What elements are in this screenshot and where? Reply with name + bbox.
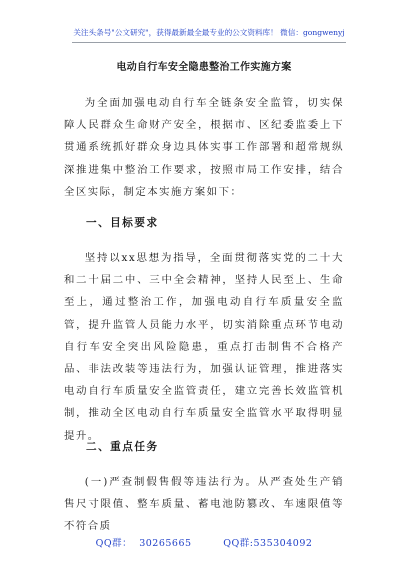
- footer-qq-groups: QQ群： 30265665 QQ群:535304092: [95, 538, 313, 549]
- document-title: 电动自行车安全隐患整治工作实施方案: [116, 62, 292, 73]
- goals-paragraph: 坚持以xx思想为指导，全面贯彻落实党的二十大和二十届二中、三中全会精神，坚持人民至上、生命至上，通过整治工作，加强电动自行车质量安全监管，提升监管人员能力水平，切实消除重点环节电动自行车安全突出风险隐患，重点打击制售不合格产品、非法改装等违法行为，加强认证管理，推进落实电动自行车质量安全监管责任，建立完善长效监管机制，推动全区电动自行车质量安全监管水平取得明显提升。: [64, 252, 344, 442]
- header-banner: 关注头条号"公文研究"，获得最新最全最专业的公文资料库！ 微信：gongwenyj: [72, 27, 346, 43]
- intro-paragraph: 为全面加强电动自行车全链条安全监管，切实保障人民群众生命财产安全，根据市、区纪委监委上下贯通系统抓好群众身边具体实事工作部署和超常规纵深推进集中整治工作要求，按照市局工作安排，结合全区实际，制定本实施方案如下：: [64, 97, 344, 198]
- tasks-paragraph: (一)严查制假售假等违法行为。从严查处生产销售尺寸限值、整车质量、蓄电池防篡改、车速限值等不符合质: [64, 476, 344, 533]
- section-heading-tasks: 二、重点任务: [86, 441, 159, 453]
- section-heading-goals: 一、目标要求: [86, 217, 159, 229]
